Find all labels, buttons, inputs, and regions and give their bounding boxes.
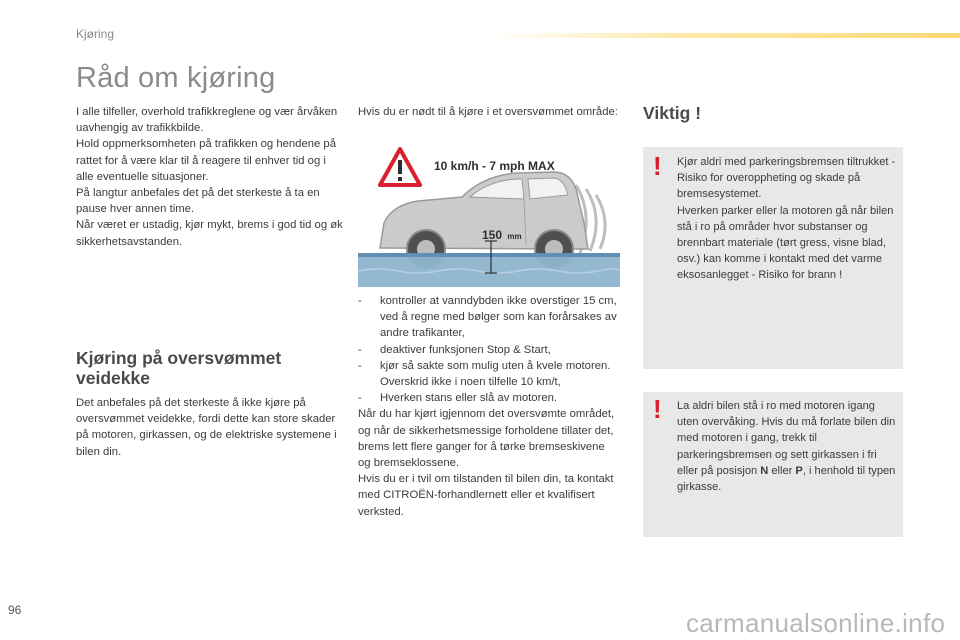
flood-instructions xyxy=(358,293,620,520)
list-item xyxy=(358,342,620,358)
watermark: carmanualsonline.info xyxy=(686,608,946,638)
list-item-text: kjør så sakte som mulig uten å kvele motoren. Overskrid ikke i noen tilfelle 10 km/t, xyxy=(380,359,611,389)
exclamation-icon: ! xyxy=(653,394,662,424)
header-accent-bar xyxy=(492,33,960,38)
warning-note xyxy=(643,392,903,537)
intro-line: I alle tilfeller, overhold trafikkreglene og vær årvåken uavhengig av trafikkbilde. xyxy=(76,106,338,135)
intro-line: Når været er ustadig, kjør mykt, brems i god tid og øk sikkerhetsavstanden. xyxy=(76,219,343,248)
flood-text: Det anbefales på det sterkeste å ikke kjøre på oversvømmet veidekke, fordi dette kan store skader på motoren, girkassen, og de elektriske systemene i bilen din. xyxy=(76,397,337,458)
bullet-dash: - xyxy=(358,392,362,405)
gear-n: N xyxy=(760,464,769,477)
gear-p: P xyxy=(795,464,803,477)
important-heading: Viktig ! xyxy=(643,103,702,123)
bullet-dash: - xyxy=(358,359,362,372)
intro-line: Hold oppmerksomheten på trafikken og hendene på rattet for å være klar til å reagere til enhver tid og i alle eventuelle situasjoner. xyxy=(76,138,336,183)
exclamation-icon: ! xyxy=(653,151,662,181)
depth-unit: mm xyxy=(507,232,522,241)
warning-note xyxy=(643,147,903,369)
speed-limit-label: 10 km/h - 7 mph MAX xyxy=(434,159,555,173)
page-number: 96 xyxy=(8,603,22,617)
list-item xyxy=(358,358,620,390)
bullet-dash: - xyxy=(358,295,362,307)
flood-intro-text: Hvis du er nødt til å kjøre i et oversvømmet område: xyxy=(358,106,618,118)
bullet-dash: - xyxy=(358,343,362,356)
intro-line: På langtur anbefales det på det sterkeste å ta en pause hver annen time. xyxy=(76,187,320,216)
list-item-text: Hverken stans eller slå av motoren. xyxy=(380,392,558,405)
water-level xyxy=(358,253,620,287)
warning-note-text xyxy=(677,154,899,284)
note-text-part: La aldri bilen stå i ro med motoren igang uten overvåking. Hvis du må forlate bilen din med motoren i gang, trekk til parkeringsbremsen og sett girkassen i fri eller på posisjon xyxy=(677,400,896,477)
intro-paragraph xyxy=(76,104,344,250)
flood-intro xyxy=(358,104,620,120)
note-line: Hverken parker eller la motoren gå når bilen stå i ro på områder hvor substanser og brennbart materiale (tørt gress, visne blad, osv.) kan komme i kontakt med det varme eksosanlegget - Risiko for brann ! xyxy=(677,204,894,282)
flood-paragraph xyxy=(76,395,344,460)
section-header: Kjøring xyxy=(76,27,115,41)
list-item xyxy=(358,293,620,342)
note-line xyxy=(677,398,899,495)
flood-driving-illustration xyxy=(358,145,620,287)
flood-heading: Kjøring på oversvømmet veidekke xyxy=(76,348,282,388)
list-item-text: kontroller at vanndybden ikke overstiger 15 cm, ved å regne med bølger som kan forårsakes av andre trafikanter, xyxy=(380,295,617,340)
note-line: Kjør aldri med parkeringsbremsen tiltrukket - Risiko for overoppheting og skade på bremsesystemet. xyxy=(677,156,896,201)
page-title: Råd om kjøring xyxy=(76,62,276,94)
list-item xyxy=(358,390,620,406)
depth-value: 150 xyxy=(482,228,503,242)
outro-text: Når du har kjørt igjennom det oversvømte området, og når de sikkerhetsmessige forholdene tillater det, brems lett flere ganger for å tørke bremseskivene og bremseklossene. xyxy=(358,408,615,470)
warning-note-text xyxy=(677,398,899,495)
list-item-text: deaktiver funksjonen Stop & Start, xyxy=(380,343,551,356)
note-text-part: , i henhold til typen girkasse. xyxy=(677,464,896,494)
note-text-part: eller xyxy=(768,464,796,477)
outro-text: Hvis du er i tvil om tilstanden til bilen din, ta kontakt med CITROËN-forhandlernett eller et kvalifisert verksted. xyxy=(358,473,614,518)
